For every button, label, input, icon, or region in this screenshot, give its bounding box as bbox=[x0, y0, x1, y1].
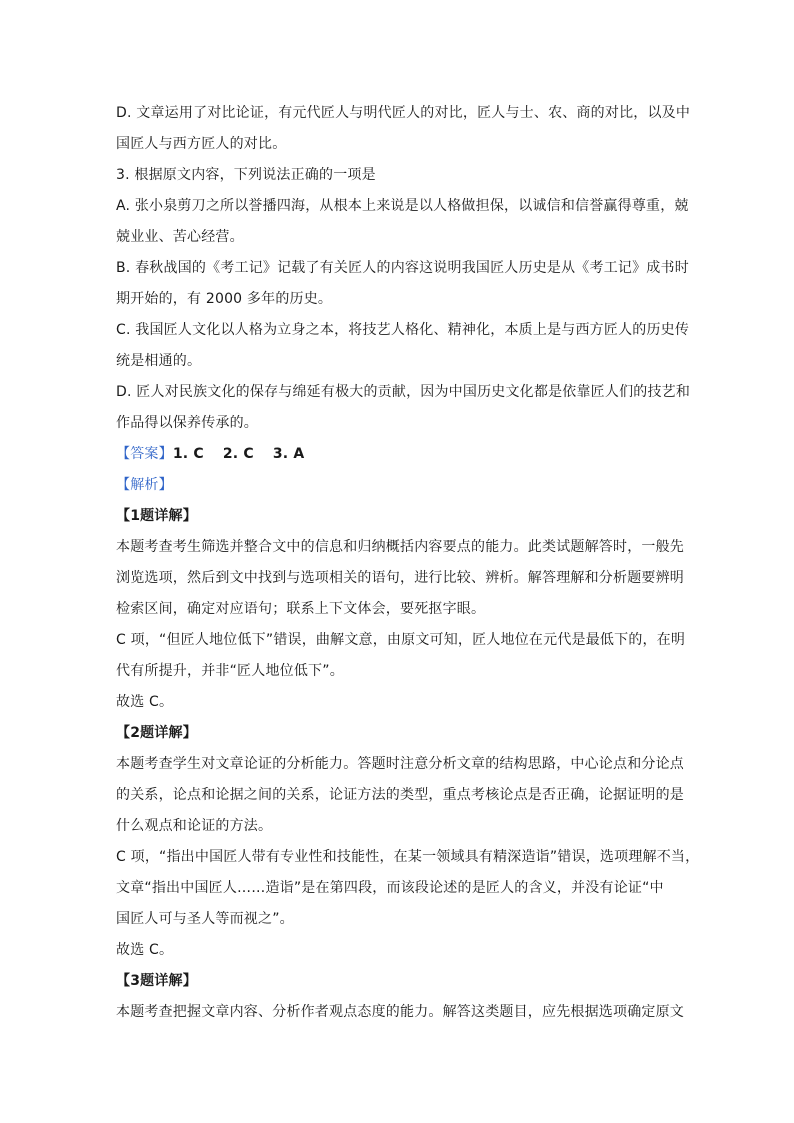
detail1-title: 【1题详解】 bbox=[116, 508, 197, 524]
q2-option-d-line1: D. 文章运用了对比论证，有元代匠人与明代匠人的对比，匠人与士、农、商的对比，以及中 bbox=[116, 105, 691, 121]
detail2-title: 【2题详解】 bbox=[116, 725, 197, 741]
detail1-line: 浏览选项，然后到文中找到与选项相关的语句，进行比较、辨析。解答理解和分析题要辨明 bbox=[116, 570, 684, 586]
detail2-line: 本题考查学生对文章论证的分析能力。答题时注意分析文章的结构思路，中心论点和分论点 bbox=[116, 756, 684, 772]
detail2-line: 故选 C。 bbox=[116, 942, 174, 958]
detail3-line: 本题考查把握文章内容、分析作者观点态度的能力。解答这类题目，应先根据选项确定原文 bbox=[116, 1004, 684, 1020]
q3-option-a-line2: 兢业业、苦心经营。 bbox=[116, 229, 244, 245]
q3-option-d-line2: 作品得以保养传承的。 bbox=[116, 415, 258, 431]
q3-option-c-line1: C. 我国匠人文化以人格为立身之本，将技艺人格化、精神化，本质上是与西方匠人的历史传 bbox=[116, 322, 690, 338]
detail2-line: 文章“指出中国匠人……造诣”是在第四段，而该段论述的是匠人的含义，并没有论证“中 bbox=[116, 880, 664, 896]
answer-2: 2. C bbox=[222, 446, 254, 462]
detail1-line: 本题考查考生筛选并整合文中的信息和归纳概括内容要点的能力。此类试题解答时，一般先 bbox=[116, 539, 684, 555]
answer-line bbox=[116, 444, 304, 464]
detail1-line: 故选 C。 bbox=[116, 694, 174, 710]
detail1-line: 代有所提升，并非“匠人地位低下”。 bbox=[116, 663, 344, 679]
detail1-line: 检索区间，确定对应语句；联系上下文体会，要死抠字眼。 bbox=[116, 601, 486, 617]
answer-label: 【答案】 bbox=[116, 446, 173, 462]
q3-option-b-line1: B. 春秋战国的《考工记》记载了有关匠人的内容这说明我国匠人历史是从《考工记》成书时 bbox=[116, 260, 689, 276]
detail2-line: 的关系，论点和论据之间的关系，论证方法的类型，重点考核论点是否正确，论据证明的是 bbox=[116, 787, 684, 803]
q2-option-d-line2: 国匠人与西方匠人的对比。 bbox=[116, 136, 287, 152]
detail2-line: 什么观点和论证的方法。 bbox=[116, 818, 273, 834]
question3-stem: 3. 根据原文内容，下列说法正确的一项是 bbox=[116, 167, 376, 183]
q3-option-d-line1: D. 匠人对民族文化的保存与绵延有极大的贡献，因为中国历史文化都是依靠匠人们的技艺和 bbox=[116, 384, 691, 400]
answer-3: 3. A bbox=[272, 446, 305, 462]
detail2-line: 国匠人可与圣人等而视之”。 bbox=[116, 911, 294, 927]
detail3-title: 【3题详解】 bbox=[116, 973, 197, 989]
detail2-line: C 项，“指出中国匠人带有专业性和技能性，在某一领域具有精深造诣”错误，选项理解不当， bbox=[116, 849, 700, 865]
detail1-line: C 项，“但匠人地位低下”错误，曲解文意，由原文可知，匠人地位在元代是最低下的，在明 bbox=[116, 632, 686, 648]
answer-1: 1. C bbox=[172, 446, 204, 462]
q3-option-c-line2: 统是相通的。 bbox=[116, 353, 202, 369]
analysis-label: 【解析】 bbox=[116, 477, 173, 493]
q3-option-a-line1: A. 张小泉剪刀之所以誉播四海，从根本上来说是以人格做担保，以诚信和信誉赢得尊重，兢 bbox=[116, 198, 689, 214]
q3-option-b-line2: 期开始的，有 2000 多年的历史。 bbox=[116, 291, 333, 307]
